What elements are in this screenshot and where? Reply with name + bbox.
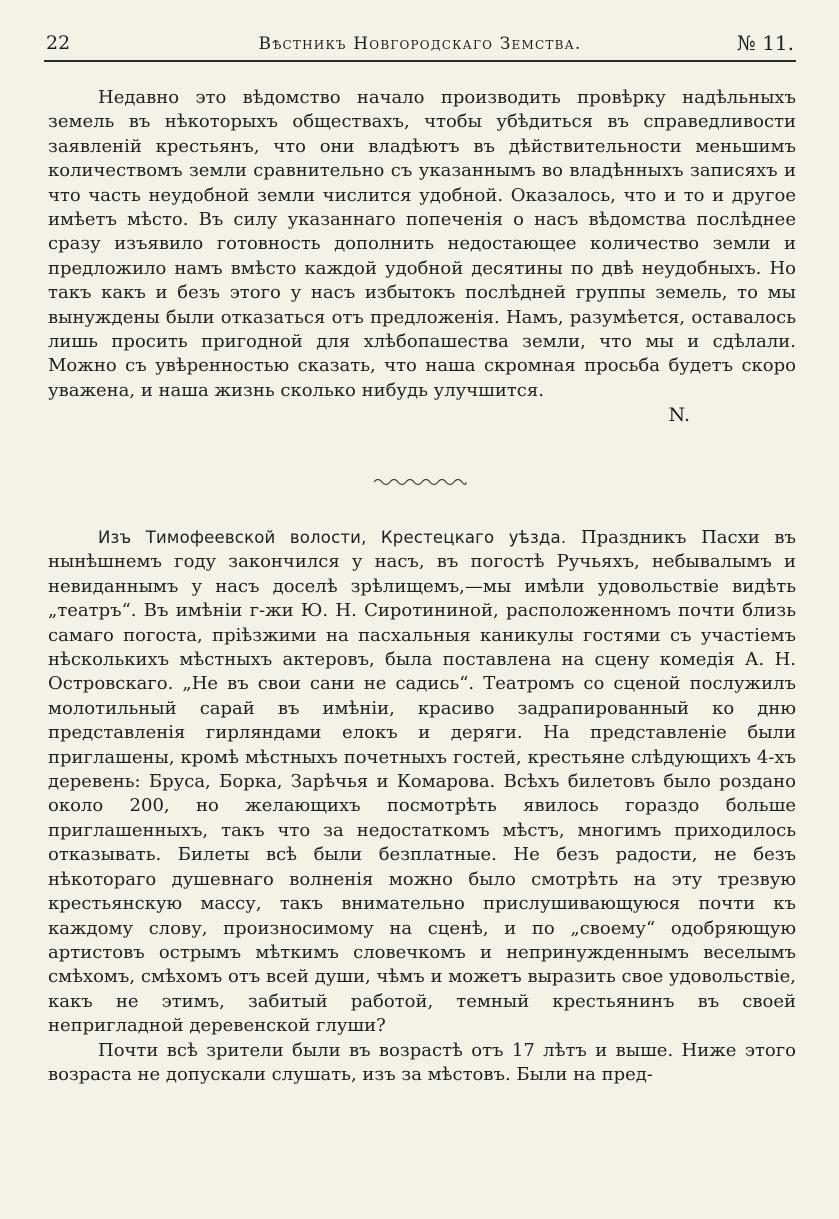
article-paragraph-2: Почти всѣ зрители были въ возрастѣ отъ 17 лѣтъ и выше. Ниже этого возраста не допускали слушать, изъ за мѣстовъ. Были на пред-	[48, 1039, 796, 1085]
article-paragraph-1	[48, 526, 796, 1039]
article-heading: Изъ Тимофеевской волости, Крестецкаго уѣзда.	[98, 528, 567, 547]
journal-title: Вѣстникъ Новгородскаго Земства.	[258, 34, 582, 54]
running-header	[44, 30, 796, 62]
article-paragraph-1-text: Праздникъ Пасхи въ нынѣшнемъ году закончился у насъ, въ погостѣ Ручьяхъ, небывалымъ и невиданнымъ у насъ доселѣ зрѣлищемъ,—мы имѣли удовольствіе видѣть „театръ“. Въ имѣніи г-жи Ю. Н. Сиротининой, расположенномъ почти близь самаго погоста, пріѣзжими на пасхальныя каникулы гостями съ участіемъ нѣсколькихъ мѣстныхъ актеровъ, была поставлена на сцену комедія А. Н. Островскаго. „Не въ свои сани не садись“. Театромъ со сценой послужилъ молотильный сарай въ имѣніи, красиво задрапированный ко дню представленія гирляндами елокъ и деряги. На представленіе были приглашены, кромѣ мѣстныхъ почетныхъ гостей, крестьяне слѣдующихъ 4-хъ деревень: Бруса, Борка, Зарѣчья и Комарова. Всѣхъ билетовъ было роздано около 200, но желающихъ посмотрѣть явилось гораздо больше приглашенныхъ, такъ что за недостаткомъ мѣстъ, многимъ приходилось отказывать. Билеты всѣ были безплатные. Не безъ радости, не безъ нѣкотораго душевнаго волненія можно было смотрѣть на эту трезвую крестьянскую массу, такъ внимательно прислушивающуюся почти къ каждому слову, произносимому на сценѣ, и по „своему“ одобряющую артистовъ острымъ мѣткимъ словечкомъ и непринужденнымъ веселымъ смѣхомъ, смѣхомъ отъ всей души, чѣмъ и можетъ выразить свое удовольствіе, какъ не этимъ, забитый работой, темный крестьянинъ въ своей непригладной деревенской глуши?	[48, 527, 796, 1037]
page-number: 22	[46, 32, 71, 54]
article-signature: N.	[668, 404, 690, 427]
article-timofeevskaya	[48, 526, 796, 1087]
article-veterinary-land	[48, 86, 796, 428]
issue-number: № 11.	[736, 31, 794, 55]
article-paragraph: Недавно это вѣдомство начало производить провѣрку надѣльныхъ земель въ нѣкоторыхъ обществахъ, чтобы убѣдиться въ справедливости заявленій крестьянъ, что они владѣютъ въ дѣйствительности меньшимъ количествомъ земли сравнительно съ указаннымъ во владѣнныхъ записяхъ и что часть неудобной земли числится удобной. Оказалось, что и то и другое имѣетъ мѣсто. Въ силу указаннаго попеченія о насъ вѣдомства послѣднее сразу изъявило готовность дополнить недостающее количество земли и предложило намъ вмѣсто каждой удобной десятины по двѣ неудобныхъ. Но такъ какъ и безъ этого у насъ избытокъ послѣдней группы земель, то мы вынуждены были отказаться отъ предложенія. Намъ, разумѣется, оставалось лишь просить пригодной для хлѣбопашества земли, что мы и сдѣлали. Можно съ увѣренностью сказать, что наша скромная просьба будетъ скоро уважена, и наша жизнь сколько нибудь улучшится.	[48, 87, 796, 401]
section-divider-ornament	[372, 476, 468, 488]
